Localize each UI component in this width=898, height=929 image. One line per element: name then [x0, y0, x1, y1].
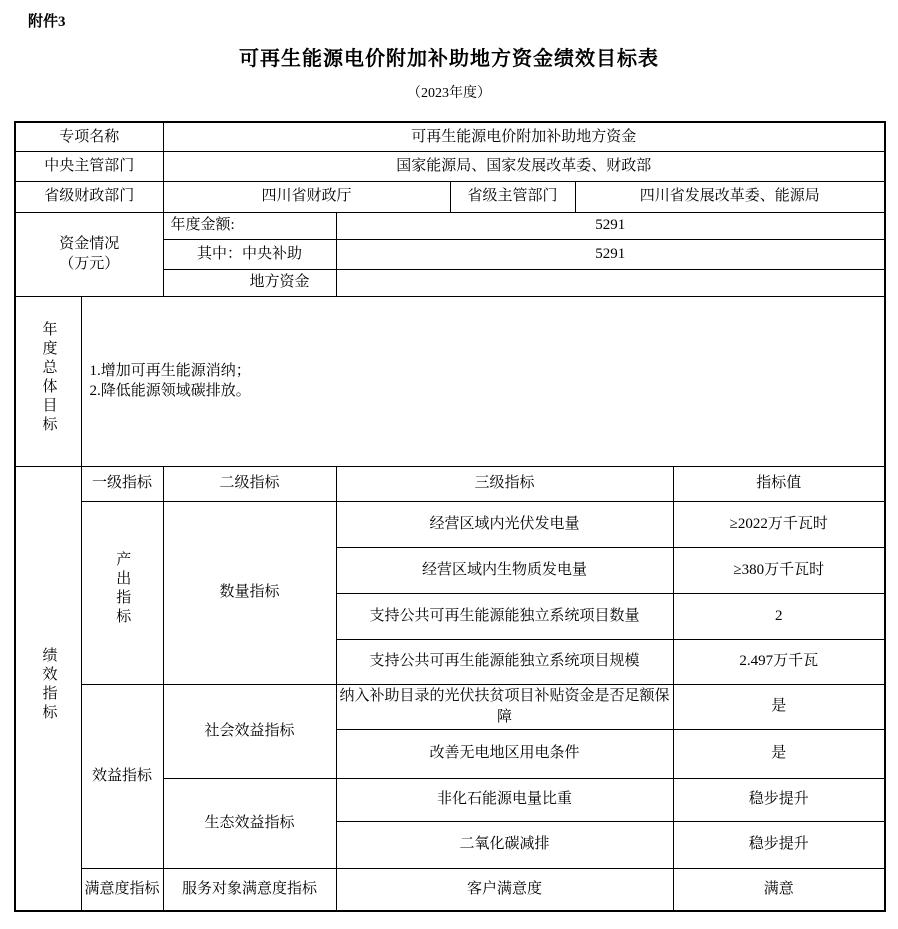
performance-target-table — [14, 121, 886, 912]
goal-line-1: 1.增加可再生能源消纳； — [89, 362, 251, 379]
header-level1-cell: 一级指标 — [81, 466, 163, 501]
header-level2-cell: 二级指标 — [163, 466, 336, 501]
attachment-label: 附件3 — [28, 14, 66, 30]
prov-dept-value-cell: 四川省发展改革委、能源局 — [575, 181, 885, 212]
level1-benefit-cell: 效益指标 — [81, 684, 163, 868]
annual-goal-content-cell — [81, 296, 885, 466]
funding-label-line1: 资金情况 — [59, 235, 120, 252]
indicator-value-cell: ≥380万千瓦时 — [673, 547, 885, 593]
goal-line-2: 2.降低能源领域碳排放。 — [89, 383, 251, 399]
prov-finance-value-cell: 四川省财政厅 — [163, 181, 450, 212]
indicator-value-cell: 2 — [673, 593, 885, 639]
funding-local-label-cell: 地方资金 — [163, 269, 336, 296]
header-level3-cell: 三级指标 — [336, 466, 673, 501]
indicator-name-cell: 经营区域内光伏发电量 — [336, 501, 673, 547]
funding-annual-label-cell: 年度金额: — [163, 212, 336, 239]
indicator-name-cell: 非化石能源电量比重 — [336, 778, 673, 821]
performance-section-label-cell — [15, 466, 81, 911]
level1-satisfaction-cell: 满意度指标 — [81, 868, 163, 911]
indicator-name-cell: 改善无电地区用电条件 — [336, 729, 673, 778]
funding-annual-value-cell: 5291 — [336, 212, 885, 239]
indicator-value-cell: 是 — [673, 684, 885, 729]
indicator-value-cell: 稳步提升 — [673, 821, 885, 868]
annual-goal-label: 年度总体目标 — [40, 320, 57, 435]
funding-central-value-cell: 5291 — [336, 239, 885, 269]
prov-dept-label-cell: 省级主管部门 — [450, 181, 575, 212]
project-name-label-cell: 专项名称 — [15, 122, 163, 151]
performance-section-label: 绩效指标 — [40, 647, 57, 724]
level1-output-label: 产出指标 — [114, 551, 131, 628]
annual-goal-label-cell — [15, 296, 81, 466]
indicator-value-cell: 2.497万千瓦 — [673, 639, 885, 684]
funding-label-cell — [15, 212, 163, 296]
document-title: 可再生能源电价附加补助地方资金绩效目标表 — [239, 48, 659, 70]
indicator-name-cell: 经营区域内生物质发电量 — [336, 547, 673, 593]
level2-social-cell: 社会效益指标 — [163, 684, 336, 778]
level2-eco-cell: 生态效益指标 — [163, 778, 336, 868]
level2-service-cell: 服务对象满意度指标 — [163, 868, 336, 911]
central-dept-label-cell: 中央主管部门 — [15, 151, 163, 181]
indicator-name-cell: 支持公共可再生能源能独立系统项目规模 — [336, 639, 673, 684]
funding-central-label-cell: 其中：中央补助 — [163, 239, 336, 269]
header-value-cell: 指标值 — [673, 466, 885, 501]
central-dept-value-cell: 国家能源局、国家发展改革委、财政部 — [163, 151, 885, 181]
indicator-value-cell: 稳步提升 — [673, 778, 885, 821]
funding-local-value-cell — [336, 269, 885, 296]
indicator-name-cell: 二氧化碳减排 — [336, 821, 673, 868]
indicator-name-cell: 客户满意度 — [336, 868, 673, 911]
indicator-value-cell: 是 — [673, 729, 885, 778]
prov-finance-label-cell: 省级财政部门 — [15, 181, 163, 212]
indicator-name-cell: 支持公共可再生能源能独立系统项目数量 — [336, 593, 673, 639]
indicator-value-cell: 满意 — [673, 868, 885, 911]
document-subtitle: （2023年度） — [407, 86, 491, 101]
funding-label-line2: （万元） — [59, 256, 120, 272]
level2-quantity-cell: 数量指标 — [163, 501, 336, 684]
project-name-value-cell: 可再生能源电价附加补助地方资金 — [163, 122, 885, 151]
level1-output-cell — [81, 501, 163, 684]
indicator-name-cell: 纳入补助目录的光伏扶贫项目补贴资金是否足额保障 — [336, 684, 673, 729]
indicator-value-cell: ≥2022万千瓦时 — [673, 501, 885, 547]
